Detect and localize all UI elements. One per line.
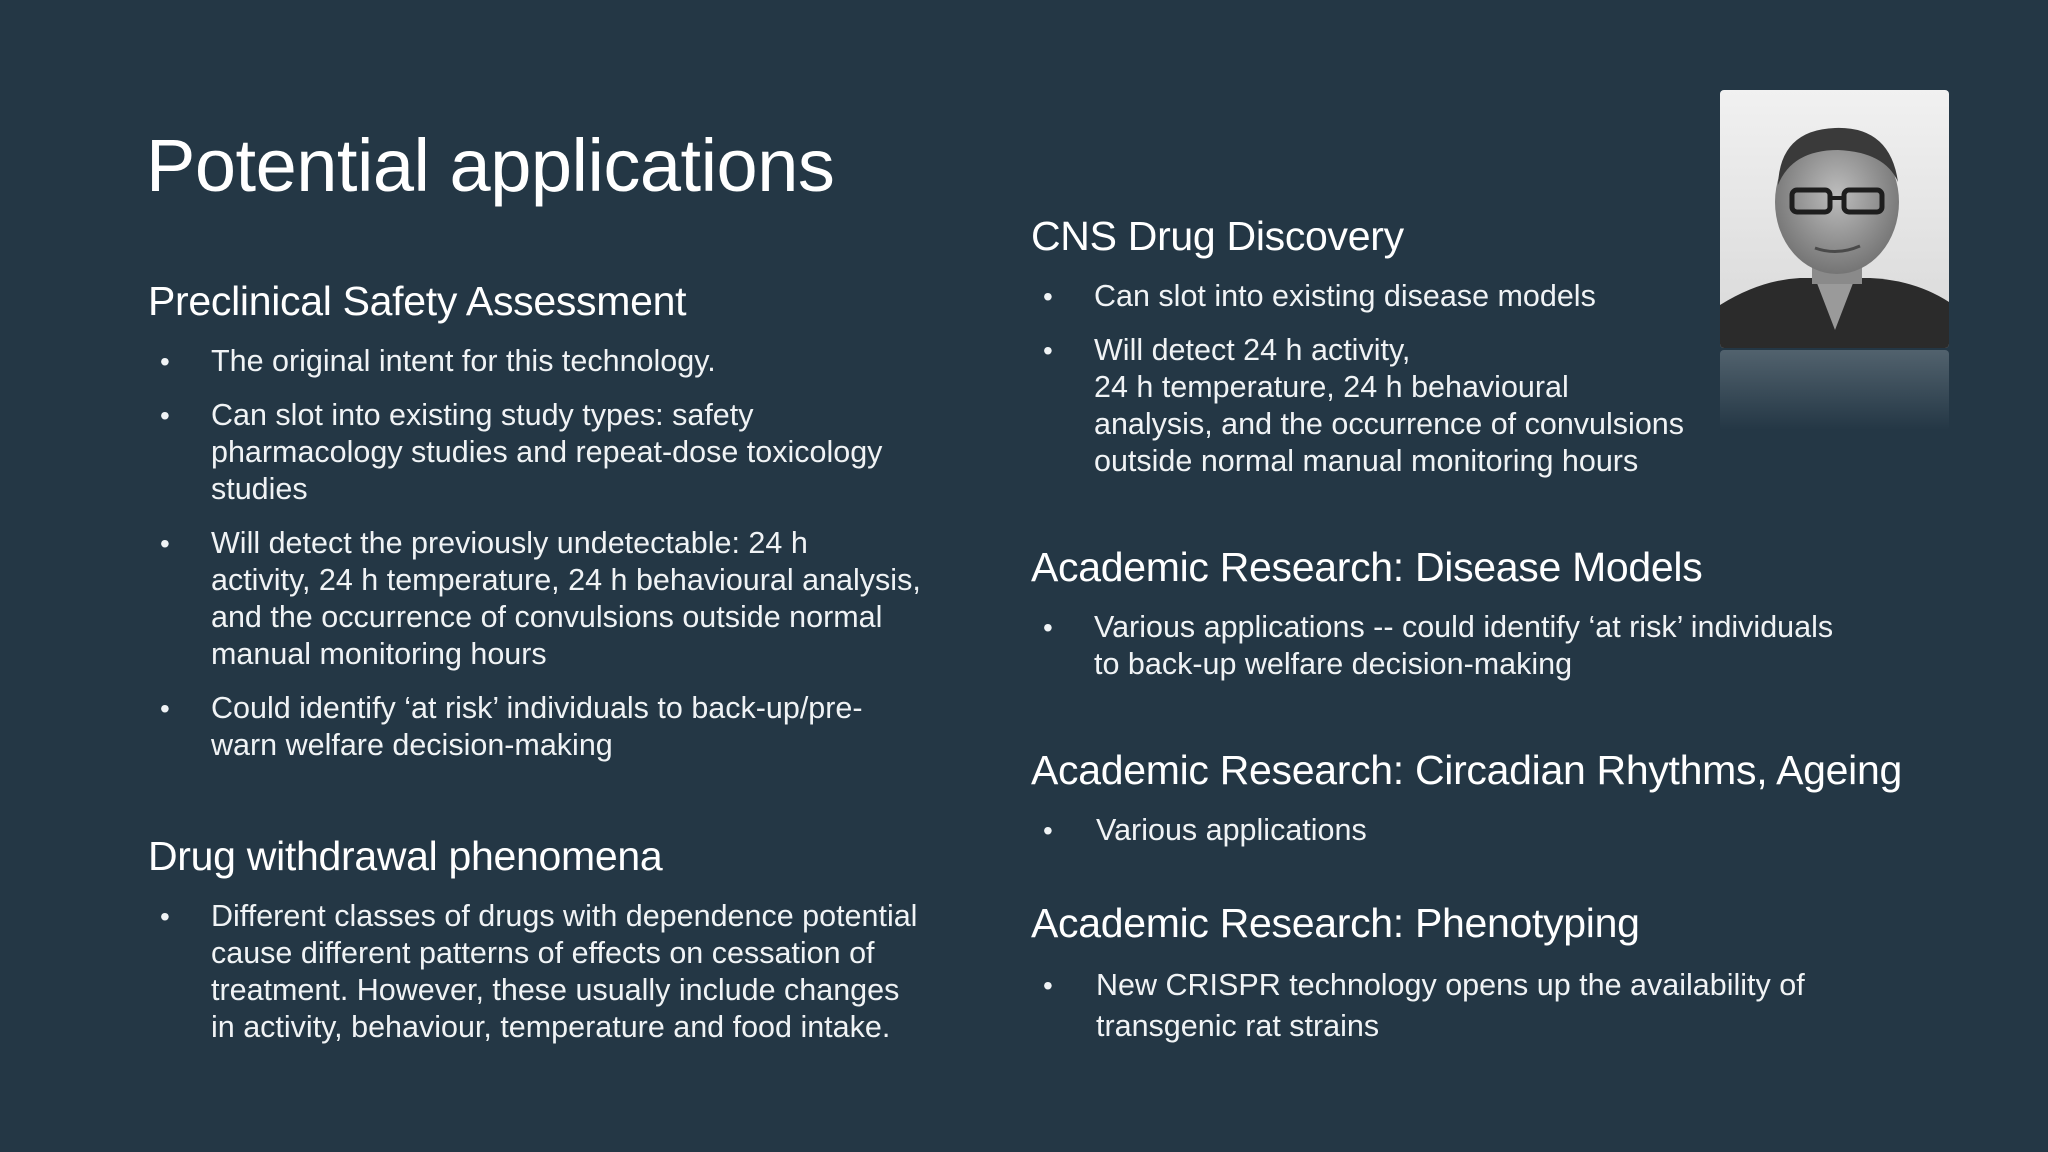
list-item-text: Will detect 24 h activity, 24 h temperature, 24 h behavioural analysis, and the occurrence of convulsions outside normal manual monitoring hours <box>1094 333 1684 479</box>
list-item <box>1031 812 1981 849</box>
list-item <box>148 898 948 1046</box>
section-disease-models <box>1031 543 1931 683</box>
portrait-photo-frame <box>1720 90 1949 430</box>
bullet-list <box>1031 278 1731 480</box>
section-heading: Preclinical Safety Assessment <box>148 278 687 324</box>
bullet-icon: • <box>1043 970 1053 1002</box>
section-preclinical-safety <box>148 277 948 764</box>
section-heading: Academic Research: Phenotyping <box>1031 900 1640 946</box>
slide-title: Potential applications <box>146 124 835 207</box>
list-item-text: New CRISPR technology opens up the availability of transgenic rat strains <box>1096 968 1805 1044</box>
section-heading: Academic Research: Disease Models <box>1031 544 1703 590</box>
list-item <box>1031 332 1731 480</box>
person-icon <box>1720 90 1949 348</box>
bullet-list <box>1031 965 1931 1047</box>
bullet-icon: • <box>1043 612 1053 644</box>
section-circadian-rhythms <box>1031 746 1981 849</box>
bullet-icon: • <box>160 346 170 378</box>
list-item-text: Can slot into existing study types: safety pharmacology studies and repeat-dose toxicology studies <box>211 398 883 507</box>
section-cns-drug-discovery <box>1031 212 1731 480</box>
list-item-text: Could identify ‘at risk’ individuals to back-up/pre- warn welfare decision-making <box>211 691 863 763</box>
list-item <box>1031 609 1931 683</box>
section-heading: Drug withdrawal phenomena <box>148 833 663 879</box>
bullet-list <box>148 343 948 764</box>
list-item <box>148 343 948 380</box>
list-item <box>148 397 948 508</box>
list-item-text: Will detect the previously undetectable: 24 h activity, 24 h temperature, 24 h behavioural analysis, and the occurrence of convulsions outside normal manual monitoring hours <box>211 526 921 672</box>
list-item-text: Various applications <box>1096 813 1367 848</box>
list-item-text: Can slot into existing disease models <box>1094 279 1596 314</box>
bullet-icon: • <box>1043 281 1053 313</box>
list-item <box>1031 965 1931 1047</box>
bullet-icon: • <box>160 400 170 432</box>
section-drug-withdrawal <box>148 832 948 1046</box>
section-heading: Academic Research: Circadian Rhythms, Ageing <box>1031 747 1902 793</box>
bullet-icon: • <box>160 528 170 560</box>
bullet-list <box>1031 812 1981 849</box>
list-item <box>148 525 948 673</box>
list-item <box>1031 278 1731 315</box>
bullet-list <box>1031 609 1931 683</box>
list-item <box>148 690 948 764</box>
section-phenotyping <box>1031 899 1931 1047</box>
bullet-icon: • <box>1043 815 1053 847</box>
section-heading: CNS Drug Discovery <box>1031 213 1404 259</box>
bullet-list <box>148 898 948 1046</box>
list-item-text: Various applications -- could identify ‘at risk’ individuals to back-up welfare decision-making <box>1094 610 1834 682</box>
portrait-photo <box>1720 90 1949 348</box>
list-item-text: The original intent for this technology. <box>211 344 716 379</box>
bullet-icon: • <box>160 901 170 933</box>
bullet-icon: • <box>1043 335 1053 367</box>
bullet-icon: • <box>160 693 170 725</box>
portrait-reflection <box>1720 350 1949 430</box>
list-item-text: Different classes of drugs with dependence potential cause different patterns of effects on cessation of treatment. However, these usually include changes in activity, behaviour, temperature and food intake. <box>211 899 918 1045</box>
